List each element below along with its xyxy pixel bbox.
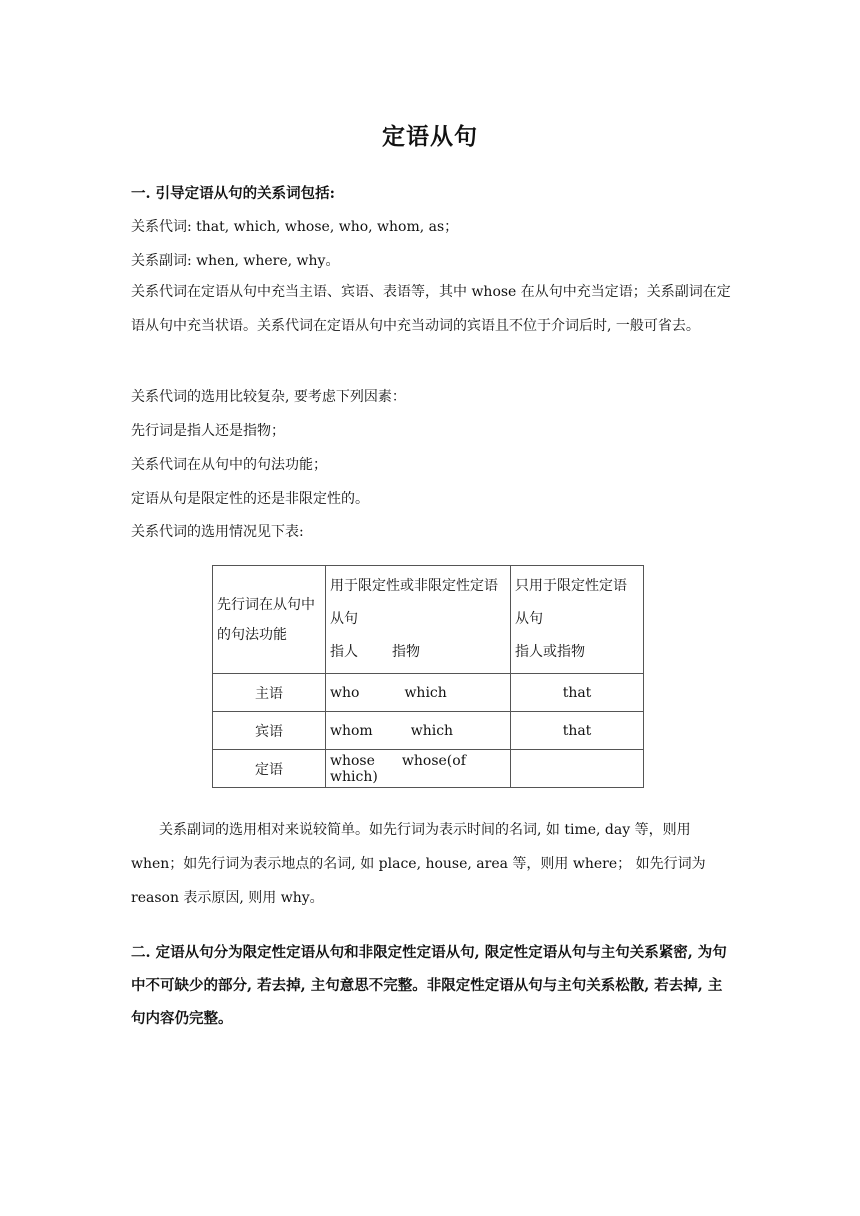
relative-pronouns-line: 关系代词: that, which, whose, who, whom, as；	[131, 219, 459, 235]
pronoun-function-paragraph: 关系代词在定语从句中充当主语、宾语、表语等，其中 whose 在从句中充当定语；关系副词在定语从句中充当状语。关系代词在定语从句中充当动词的宾语且不位于介词后时, 一般可省去。	[131, 284, 731, 334]
section2-paragraph: 二. 定语从句分为限定性定语从句和非限定性定语从句, 限定性定语从句与主句关系紧密, 为句中不可缺少的部分, 若去掉, 主句意思不完整。非限定性定语从句与主句关系松散, 若去掉, 主句内容仍完整。	[131, 944, 727, 1027]
header-restrictive-text: 只用于限定性定语从句	[515, 578, 627, 627]
thing-pronoun: which	[404, 684, 447, 701]
restrictive-pronoun-cell: that	[511, 674, 644, 712]
pronoun-cell	[326, 712, 511, 750]
factor-2-line: 关系代词在从句中的句法功能；	[131, 457, 327, 473]
function-cell: 宾语	[213, 712, 326, 750]
header-both-clauses-cell	[326, 566, 511, 674]
header-restrictive-cell	[511, 566, 644, 674]
table-header-row	[213, 566, 644, 674]
person-pronoun: whose	[330, 752, 375, 769]
header-function-text: 先行词在从句中的句法功能	[217, 596, 315, 643]
function-cell: 定语	[213, 750, 326, 788]
header-function-cell	[213, 566, 326, 674]
pronoun-cell	[326, 674, 511, 712]
header-restrictive-subtext: 指人或指物	[515, 644, 585, 660]
thing-pronoun: which	[410, 722, 454, 739]
table-intro-line: 关系代词的选用情况见下表:	[131, 524, 304, 540]
table-row	[213, 674, 644, 712]
restrictive-pronoun-cell: that	[511, 712, 644, 750]
adverb-paragraph: 关系副词的选用相对来说较简单。如先行词为表示时间的名词, 如 time, day 等，则用 when；如先行词为表示地点的名词, 如 place, house, area 等，则用 where； 如先行词为 reason 表示原因, 则用 why。	[131, 822, 706, 906]
section1-heading: 一. 引导定语从句的关系词包括:	[131, 185, 335, 202]
person-pronoun: who	[330, 684, 360, 701]
relative-adverbs-line: 关系副词: when, where, why。	[131, 253, 340, 269]
page-title: 定语从句	[382, 123, 478, 150]
factors-intro-line: 关系代词的选用比较复杂, 要考虑下列因素：	[131, 389, 406, 405]
header-person-label: 指人	[330, 644, 358, 660]
restrictive-pronoun-cell	[511, 750, 644, 788]
table-row	[213, 750, 644, 788]
function-cell: 主语	[213, 674, 326, 712]
header-thing-label: 指物	[392, 644, 420, 660]
factor-3-line: 定语从句是限定性的还是非限定性的。	[131, 491, 369, 507]
thing-pronoun: whose(of which)	[330, 752, 466, 785]
factor-1-line: 先行词是指人还是指物；	[131, 423, 285, 439]
table-row	[213, 712, 644, 750]
relative-pronoun-table	[212, 565, 644, 788]
pronoun-cell	[326, 750, 511, 788]
header-both-clauses-text: 用于限定性或非限定性定语从句	[330, 578, 498, 627]
person-pronoun: whom	[330, 722, 373, 739]
